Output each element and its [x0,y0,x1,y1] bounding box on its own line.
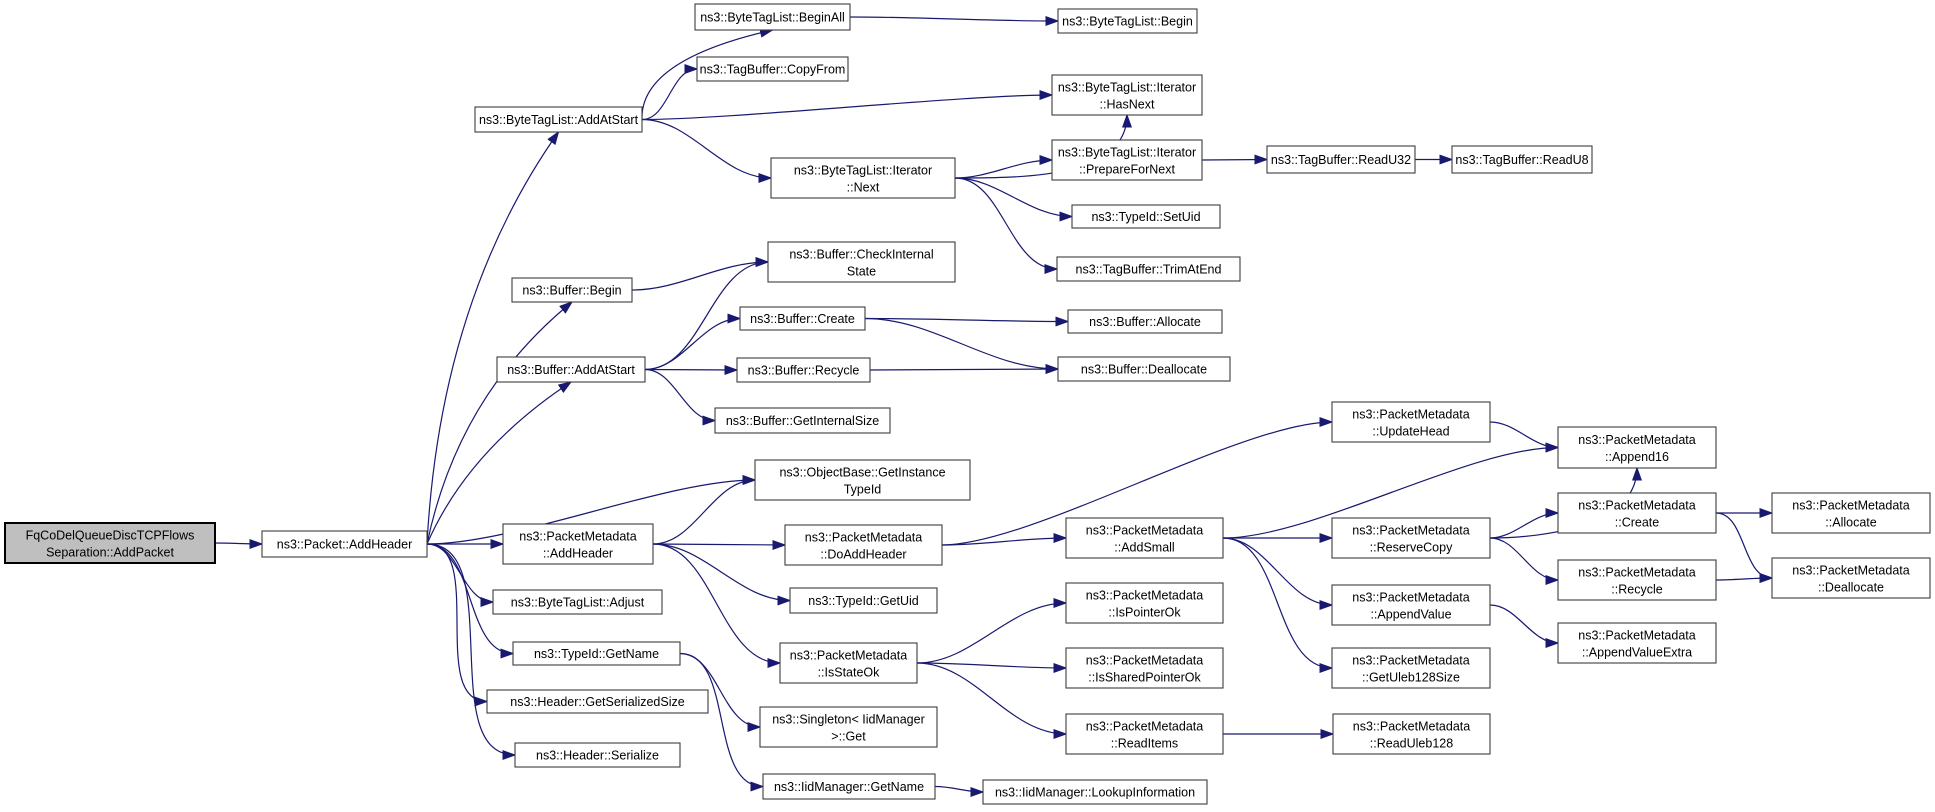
graph-node-btl_it_next[interactable] [771,158,955,198]
graph-node-pm_doaddheader[interactable] [785,525,942,565]
node-label: ns3::PacketMetadata ::AppendValueExtra [1578,628,1696,660]
node-label: ns3::TypeId::SetUid [1091,210,1201,224]
call-edge-btl_beginall-to-btl_begin [850,17,1058,21]
node-label: ns3::PacketMetadata ::Append16 [1578,433,1696,464]
graph-node-pm_appendvalueextra[interactable] [1558,623,1716,663]
call-edge-pm_isstateok-to-pm_readitems [917,663,1066,734]
call-edge-btl_it_next-to-tb_trimatend [955,178,1057,269]
call-edge-buf_addatstart-to-buf_create [645,319,740,370]
graph-node-hdr_getserializedsize[interactable] [487,690,708,713]
node-label: FqCoDelQueueDiscTCPFlows Separation::AddPacket [25,528,195,560]
node-label: ns3::ByteTagList::AddAtStart [478,113,639,127]
node-label: ns3::IidManager::GetName [773,780,925,794]
node-label: ns3::Buffer::GetInternalSize [725,414,880,428]
call-edge-buf_addatstart-to-buf_getinternalsize [645,370,715,421]
node-label: ns3::PacketMetadata ::Deallocate [1792,563,1910,595]
graph-node-pm_addsmall[interactable] [1066,518,1223,558]
graph-node-buf_begin[interactable] [512,278,632,302]
nodes-layer [5,4,1930,804]
node-label: ns3::TypeId::GetName [533,647,660,661]
node-label: ns3::Header::Serialize [536,748,659,763]
graph-node-root [5,523,215,563]
node-label: ns3::PacketMetadata ::IsSharedPointerOk [1085,653,1204,685]
node-label: ns3::TagBuffer::TrimAtEnd [1075,262,1222,277]
graph-node-buf_deallocate[interactable] [1058,357,1230,381]
call-edge-pm_addheader-to-pm_doaddheader [653,544,785,545]
call-edge-pm_isstateok-to-pm_ispointerok [917,603,1066,663]
node-label: ns3::TagBuffer::CopyFrom [699,62,846,77]
call-edge-pm_updatehead-to-pm_append16 [1490,422,1558,448]
call-edge-pm_addheader-to-ob_getinstancetypeid [653,480,755,544]
graph-node-pm_allocate[interactable] [1772,493,1930,533]
node-label: ns3::Header::GetSerializedSize [510,695,685,709]
call-edge-packet_addheader-to-buf_begin [427,302,572,544]
node-label: ns3::Singleton< IidManager >::Get [772,712,925,744]
node-label: ns3::PacketMetadata ::ReserveCopy [1352,523,1470,555]
graph-node-tb_copyfrom[interactable] [697,57,848,81]
node-label: ns3::PacketMetadata ::DoAddHeader [804,530,923,562]
graph-node-pm_deallocate[interactable] [1772,558,1930,598]
node-label: ns3::PacketMetadata ::UpdateHead [1352,407,1470,439]
call-edge-buf_addatstart-to-buf_recycle [645,370,737,371]
call-edge-pm_doaddheader-to-pm_addsmall [942,538,1066,545]
node-label: ns3::Packet::AddHeader [276,537,413,552]
call-edge-pm_addheader-to-typeid_getuid [653,544,790,601]
graph-node-pm_updatehead[interactable] [1332,402,1490,442]
graph-node-pm_recycle[interactable] [1558,560,1716,600]
node-label: ns3::IidManager::LookupInformation [994,785,1196,800]
graph-node-btl_begin[interactable] [1058,9,1197,33]
call-edge-pm_addsmall-to-pm_getuleb128size [1223,538,1332,668]
node-label: ns3::ByteTagList::Iterator ::HasNext [1057,80,1197,112]
node-label: ns3::TagBuffer::ReadU8 [1455,153,1589,167]
graph-node-pm_ispointerok[interactable] [1066,583,1223,623]
call-edge-buf_recycle-to-buf_deallocate [870,369,1058,370]
node-label: ns3::PacketMetadata ::IsPointerOk [1085,588,1204,620]
call-edge-btl_it_preparefornext-to-tb_readu32 [1202,160,1267,161]
graph-node-pm_addheader[interactable] [503,524,653,564]
node-label: ns3::Buffer::Begin [522,283,622,298]
graph-node-pm_create[interactable] [1558,493,1716,533]
graph-node-buf_checkinternal[interactable] [768,242,955,282]
node-label: ns3::Buffer::CheckInternal State [789,247,934,279]
graph-node-pm_appendvalue[interactable] [1332,585,1490,625]
call-edge-btl_it_next-to-typeid_setuid [955,178,1072,217]
graph-node-pm_issharedpointerok[interactable] [1066,648,1223,688]
graph-node-buf_recycle[interactable] [737,358,870,382]
call-edge-btl_addatstart-to-btl_it_next [642,120,771,179]
call-edge-btl_addatstart-to-btl_it_hasnext [642,95,1052,120]
node-label: ns3::ByteTagList::Iterator ::PrepareForNext [1057,145,1197,177]
call-edge-packet_addheader-to-btl_addatstart [427,132,559,544]
call-edge-iid_getname-to-iid_lookupinfo [935,787,983,793]
call-edge-packet_addheader-to-buf_addatstart [427,382,571,544]
call-edge-btl_addatstart-to-tb_copyfrom [642,69,697,120]
node-label: ns3::Buffer::Deallocate [1080,362,1208,377]
node-label: ns3::ByteTagList::Iterator ::Next [793,163,933,195]
node-label: ns3::TypeId::GetUid [808,594,919,608]
call-edge-pm_create-to-pm_deallocate [1716,513,1772,578]
graph-node-btl_adjust[interactable] [493,590,662,614]
graph-node-hdr_serialize[interactable] [515,743,680,767]
node-label: ns3::ByteTagList::Begin [1062,14,1193,29]
graph-node-typeid_getname[interactable] [513,642,680,665]
call-edge-pm_recycle-to-pm_deallocate [1716,578,1772,580]
graph-node-btl_it_preparefornext[interactable] [1052,140,1202,180]
graph-node-iid_lookupinfo[interactable] [983,780,1207,804]
graph-node-btl_beginall[interactable] [695,4,850,30]
graph-node-singleton_get[interactable] [760,707,937,747]
node-label: ns3::PacketMetadata ::Recycle [1578,565,1696,597]
node-label: ns3::PacketMetadata ::AddSmall [1085,523,1204,555]
call-edge-root-to-packet_addheader [215,543,262,544]
node-label: ns3::PacketMetadata ::AddHeader [519,529,637,561]
graph-node-pm_reservecopy[interactable] [1332,518,1490,558]
graph-node-iid_getname[interactable] [763,774,935,799]
call-edge-buf_create-to-buf_deallocate [865,319,1058,370]
graph-node-pm_append16[interactable] [1558,427,1716,468]
graph-node-buf_getinternalsize[interactable] [715,408,890,433]
graph-node-pm_isstateok[interactable] [780,643,917,683]
graph-node-tb_readu8[interactable] [1452,146,1592,173]
graph-node-typeid_setuid[interactable] [1072,205,1220,228]
graph-node-pm_readitems[interactable] [1066,714,1223,754]
node-label: ns3::ObjectBase::GetInstance TypeId [779,465,946,497]
edges-layer [215,14,1772,792]
graph-node-buf_create[interactable] [740,307,865,330]
graph-node-tb_readu32[interactable] [1267,146,1415,173]
graph-node-buf_addatstart[interactable] [497,357,645,382]
graph-node-pm_readuleb128[interactable] [1333,714,1490,754]
node-label: ns3::PacketMetadata ::GetUleb128Size [1352,653,1470,685]
graph-node-btl_addatstart[interactable] [475,107,642,132]
graph-node-tb_trimatend[interactable] [1057,257,1240,281]
node-label: ns3::Buffer::AddAtStart [507,363,635,377]
node-label: ns3::PacketMetadata ::ReadItems [1085,719,1204,751]
node-label: ns3::PacketMetadata ::Create [1578,498,1696,530]
node-label: ns3::Buffer::Allocate [1089,315,1201,329]
graph-node-btl_it_hasnext[interactable] [1052,75,1202,115]
call-edge-typeid_getname-to-iid_getname [680,654,763,787]
graph-node-typeid_getuid[interactable] [790,588,937,613]
call-edge-pm_reservecopy-to-pm_recycle [1490,538,1558,580]
node-label: ns3::ByteTagList::BeginAll [700,10,845,25]
node-label: ns3::PacketMetadata ::IsStateOk [789,648,908,680]
call-edge-pm_addsmall-to-pm_appendvalue [1223,538,1332,605]
node-label: ns3::PacketMetadata ::AppendValue [1352,590,1470,622]
node-label: ns3::TagBuffer::ReadU32 [1270,153,1412,167]
call-edge-buf_begin-to-buf_checkinternal [632,262,768,290]
node-label: ns3::PacketMetadata ::Allocate [1792,498,1910,530]
node-label: ns3::ByteTagList::Adjust [510,595,645,610]
node-label: ns3::Buffer::Create [750,312,855,326]
graph-node-ob_getinstancetypeid[interactable] [755,460,970,500]
node-label: ns3::Buffer::Recycle [747,363,860,378]
call-edge-packet_addheader-to-hdr_serialize [427,544,515,755]
node-label: ns3::PacketMetadata ::ReadUleb128 [1352,719,1471,751]
graph-node-packet_addheader[interactable] [262,531,427,557]
graph-node-buf_allocate[interactable] [1068,310,1222,333]
graph-node-pm_getuleb128size[interactable] [1332,648,1490,688]
call-edge-pm_appendvalue-to-pm_appendvalueextra [1490,605,1558,643]
